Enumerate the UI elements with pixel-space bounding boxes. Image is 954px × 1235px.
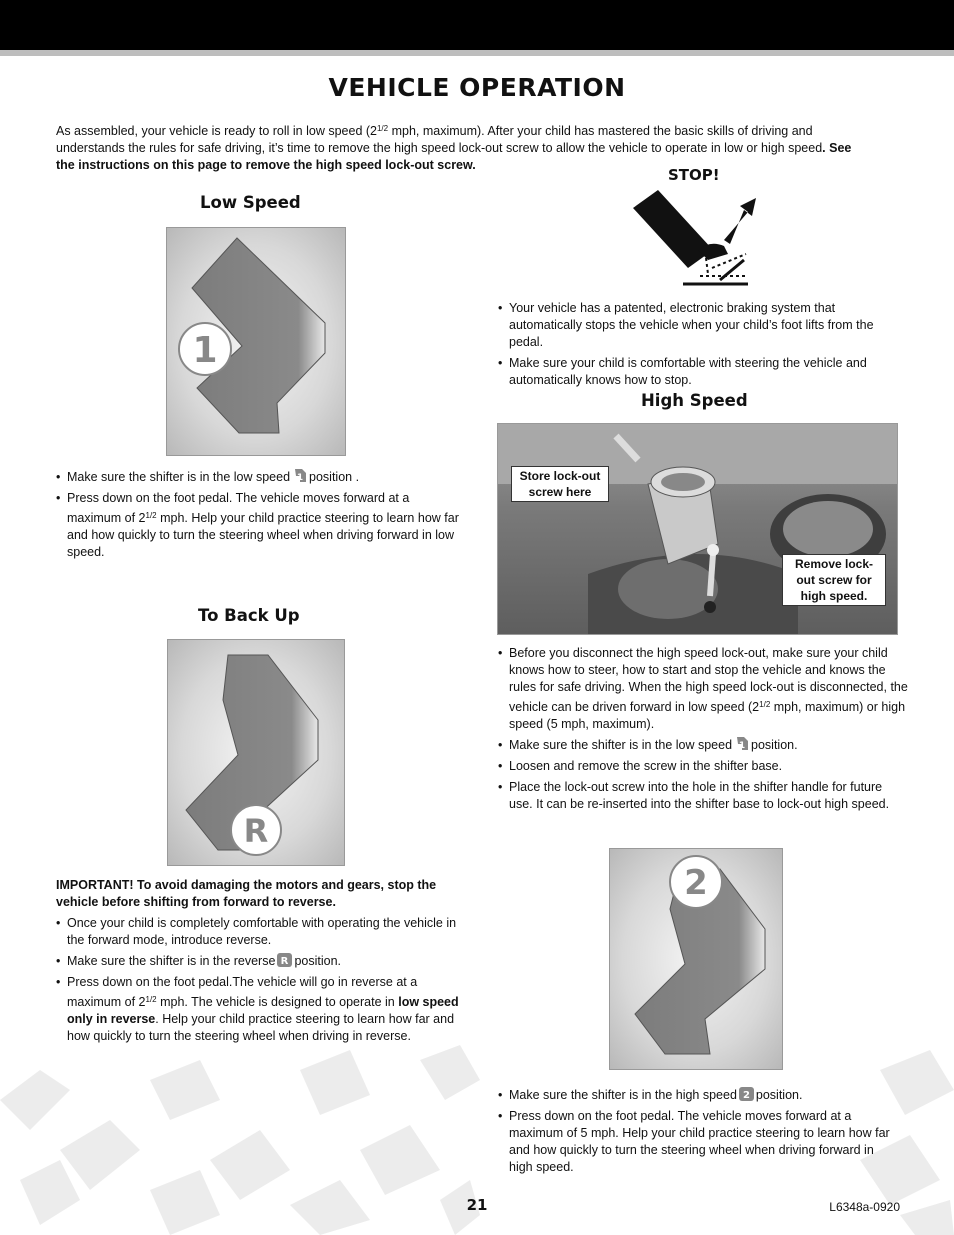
svg-text:2: 2 <box>742 1090 750 1101</box>
list-item: • Once your child is completely comfortable with operating the vehicle in the forward mode, introduce reverse. <box>56 915 466 949</box>
high-speed-list <box>498 645 908 817</box>
intro-fraction: 1/2 <box>376 124 389 133</box>
list-item: • Make sure the shifter is in the reverse R position. <box>56 953 466 970</box>
stop-list <box>498 300 908 393</box>
list-item: • Place the lock-out screw into the hole in the shifter handle for future use. It can be re-inserted into the shifter base to lock-out high speed. <box>498 779 908 813</box>
shifter-slot-reverse-image <box>168 640 344 865</box>
low-speed-list <box>56 469 466 565</box>
list-item: • Make sure the shifter is in the low speed 1 position. <box>498 737 908 754</box>
list-item: • Loosen and remove the screw in the shifter base. <box>498 758 908 775</box>
svg-text:R: R <box>281 956 289 967</box>
store-lock-out-callout: Store lock-out screw here <box>511 466 609 502</box>
badge-one: 1 <box>192 330 218 371</box>
high-speed-shifter-photo <box>609 848 783 1070</box>
header-bar <box>0 0 954 50</box>
high-speed-heading: High Speed <box>641 391 748 410</box>
high-speed-2-list <box>498 1087 898 1180</box>
low-speed-shifter-icon <box>734 737 749 751</box>
shifter-slot-high-image <box>610 849 782 1069</box>
header-rule <box>0 50 954 56</box>
list-item: • Press down on the foot pedal.The vehicle will go in reverse at a maximum of $2^{1/2}$ mph. The vehicle is designed to operate in low speed only in reverse. Help your child practice steering to learn how far and how quickly to turn the steering wheel when driving in reverse. <box>56 974 466 1045</box>
intro-text-2: mph, maximum). After your child has mastered the basic skills of driving and understands the rules for safe driving, it’s time to remove the high speed lock-out screw to allow the vehicle to operate in low or high speed <box>56 124 823 155</box>
list-item: • Press down on the foot pedal. The vehicle moves forward at a maximum of $2^{1/2}$ mph. Help your child practice steering to learn how far and how quickly to turn the steering wheel when driving forward in low speed. <box>56 490 466 561</box>
svg-text:1: 1 <box>738 741 746 751</box>
document-code: L6348a-0920 <box>829 1200 900 1214</box>
back-up-heading: To Back Up <box>198 606 300 625</box>
remove-lock-out-callout: Remove lock-out screw for high speed. <box>782 554 886 606</box>
page-number: 21 <box>466 1196 488 1214</box>
badge-r: R <box>243 812 269 850</box>
list-item: • Before you disconnect the high speed lock-out, make sure your child knows how to steer, how to start and stop the vehicle and knows the rules for safe driving. When the high speed lock-out is disconnected, the vehicle can be driven forward in low speed ($2^{1/2}$ mph, maximum) or high speed (5 mph, maximum). <box>498 645 908 733</box>
list-item: • Make sure your child is comfortable with steering the vehicle and automatically knows how to stop. <box>498 355 908 389</box>
low-speed-shifter-icon <box>292 469 307 483</box>
back-up-list <box>56 915 466 1049</box>
badge-two: 2 <box>684 863 708 903</box>
low-speed-heading: Low Speed <box>200 193 301 212</box>
foot-lift-pedal-icon <box>628 188 760 290</box>
list-item: • Press down on the foot pedal. The vehicle moves forward at a maximum of 5 mph. Help your child practice steering to learn how far and how quickly to turn the steering wheel when driving forward in high speed. <box>498 1108 898 1176</box>
reverse-shifter-icon <box>277 953 292 967</box>
list-item: • Make sure the shifter is in the low speed 1 position . <box>56 469 466 486</box>
important-warning: IMPORTANT! To avoid damaging the motors and gears, stop the vehicle before shifting from forward to reverse. <box>56 878 437 909</box>
shifter-slot-low-image <box>167 228 345 455</box>
svg-text:1: 1 <box>296 473 304 483</box>
high-speed-shifter-icon <box>739 1087 754 1101</box>
intro-paragraph <box>56 120 856 174</box>
intro-text-1: As assembled, your vehicle is ready to roll in low speed (2 <box>56 124 377 138</box>
stop-heading: STOP! <box>668 166 720 184</box>
reverse-shifter-photo <box>167 639 345 866</box>
low-speed-shifter-photo <box>166 227 346 456</box>
list-item: • Your vehicle has a patented, electronic braking system that automatically stops the vehicle when your child’s foot lifts from the pedal. <box>498 300 908 351</box>
page-title: VEHICLE OPERATION <box>328 73 626 102</box>
list-item: • Make sure the shifter is in the high speed 2 position. <box>498 1087 898 1104</box>
intro-bold: . See the instructions on this page to remove the high speed lock-out screw. <box>56 141 852 172</box>
